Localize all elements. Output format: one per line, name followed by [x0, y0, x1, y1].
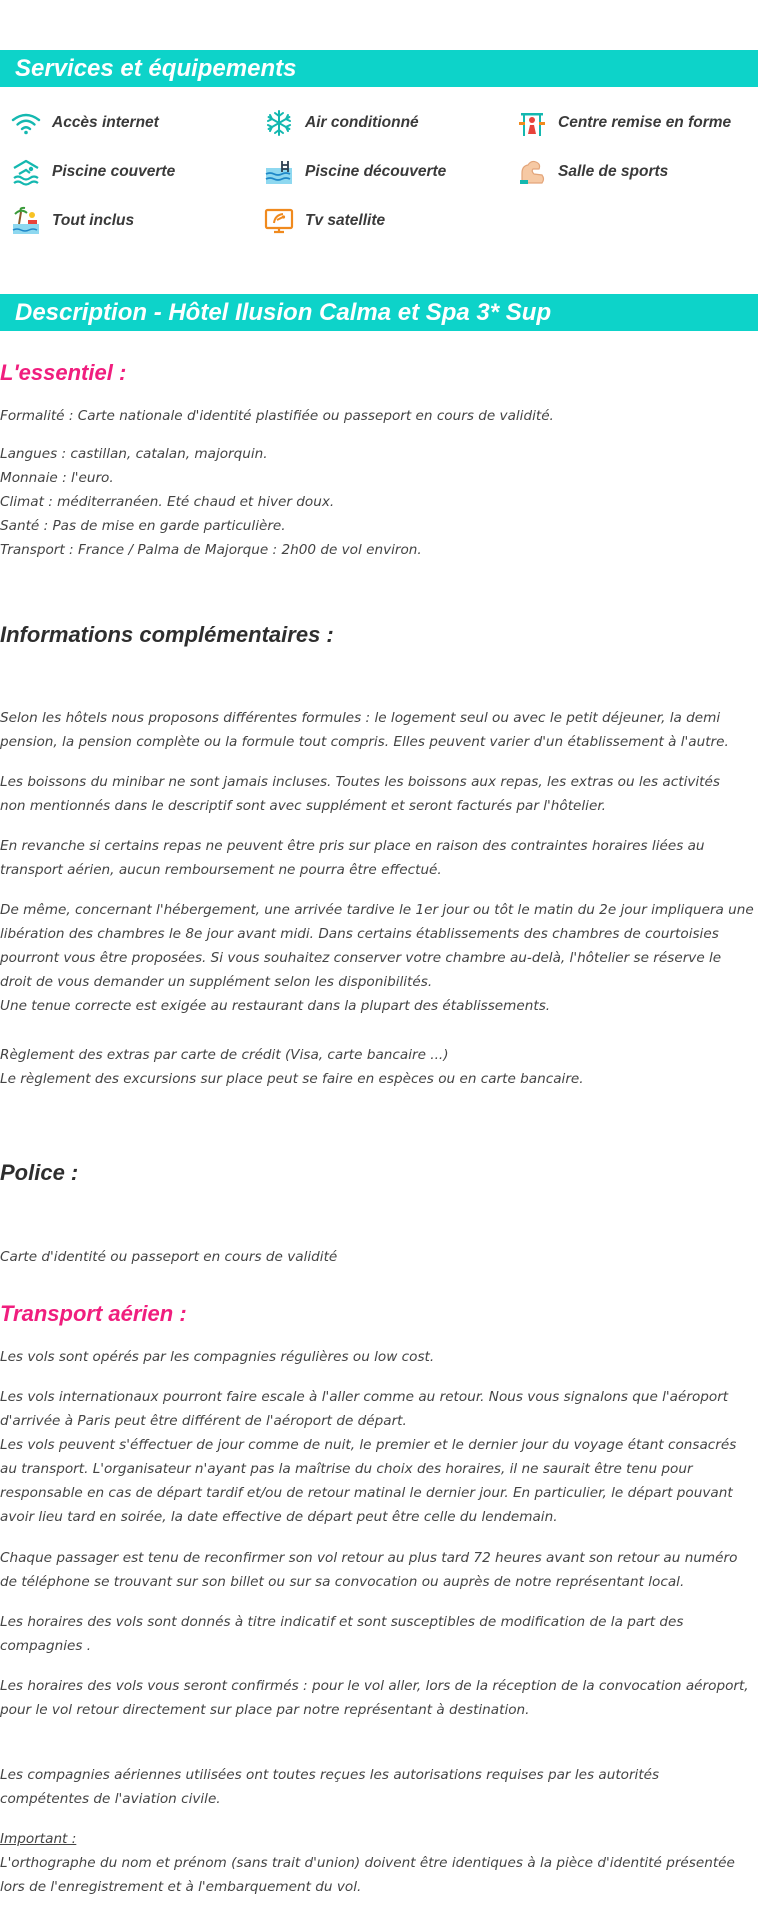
text-line: L'orthographe du nom et prénom (sans trait d'union) doivent être identiques à la pièce d'identité présentée: [0, 1855, 735, 1871]
infos-paragraph-5: [0, 1043, 756, 1091]
info-line: Transport : France / Palma de Majorque : 2h00 de vol environ.: [0, 542, 422, 558]
text-line: transport aérien, aucun remboursement ne pourra être effectué.: [0, 862, 442, 878]
text-line: pension, la pension complète ou la formule tout compris. Elles peuvent varier d'un établissement à l'autre.: [0, 734, 729, 750]
transport-paragraph-7: [0, 1827, 756, 1899]
service-item-indoor-pool: [10, 157, 175, 187]
essentiel-formalite: [0, 404, 756, 428]
service-label: Centre remise en forme: [558, 114, 732, 131]
gym-icon: [516, 157, 548, 187]
transport-paragraph-3: [0, 1546, 756, 1594]
transport-paragraph-4: [0, 1610, 756, 1658]
text-line: Les vols sont opérés par les compagnies régulières ou low cost.: [0, 1349, 435, 1365]
important-label: Important :: [0, 1831, 77, 1847]
text-line: Selon les hôtels nous proposons différentes formules : le logement seul ou avec le petit déjeuner, la demi: [0, 710, 721, 726]
wifi-icon: [10, 108, 42, 138]
text-line: Carte d'identité ou passeport en cours de validité: [0, 1249, 338, 1265]
text-line: En revanche si certains repas ne peuvent être pris sur place en raison des contraintes horaires liées au: [0, 838, 705, 854]
outdoor-pool-icon: [263, 157, 295, 187]
infos-heading: Informations complémentaires :: [0, 622, 334, 647]
text-line: De même, concernant l'hébergement, une arrivée tardive le 1er jour ou tôt le matin du 2e jour impliquera une: [0, 902, 754, 918]
police-paragraph: [0, 1245, 756, 1269]
service-item-all-inclusive: [10, 206, 134, 236]
service-label: Accès internet: [52, 114, 159, 131]
text-line: non mentionnés dans le descriptif sont avec supplément et seront facturés par l'hôtelier.: [0, 798, 606, 814]
service-item-air-conditioning: [263, 108, 419, 138]
snowflake-icon: [263, 108, 295, 138]
text-line: pourront vous être proposées. Si vous souhaitez conserver votre chambre au-delà, l'hôtelier se réserve le: [0, 950, 722, 966]
text-line: lors de l'enregistrement et à l'embarquement du vol.: [0, 1879, 362, 1895]
text-line: Les vols peuvent s'éffectuer de jour comme de nuit, le premier et le dernier jour du voyage étant consacrés: [0, 1437, 737, 1453]
text-line: compagnies .: [0, 1638, 92, 1654]
transport-paragraph-1: [0, 1345, 756, 1369]
indoor-pool-icon: [10, 157, 42, 187]
all-inclusive-icon: [10, 206, 42, 236]
text-line: pour le vol retour directement sur place par notre représentant à destination.: [0, 1702, 530, 1718]
service-label: Piscine découverte: [305, 163, 447, 180]
info-line: Santé : Pas de mise en garde particulière.: [0, 518, 286, 534]
text-line: responsable en cas de départ tardif et/ou de retour matinal le dernier jour. En particulier, le départ pouvant: [0, 1485, 733, 1501]
text-line: au transport. L'organisateur n'ayant pas la maîtrise du choix des horaires, il ne saurait être tenu pour: [0, 1461, 693, 1477]
service-item-outdoor-pool: [263, 157, 446, 187]
service-item-fitness-center: [516, 108, 731, 138]
text-line: Les compagnies aériennes utilisées ont toutes reçues les autorisations requises par les autorités: [0, 1767, 660, 1783]
formalite-line: Formalité : Carte nationale d'identité plastifiée ou passeport en cours de validité.: [0, 408, 554, 424]
info-line: Monnaie : l'euro.: [0, 470, 114, 486]
infos-paragraph-3: [0, 834, 756, 882]
description-title: Description - Hôtel Ilusion Calma et Spa 3* Sup: [0, 294, 758, 331]
essentiel-heading: L'essentiel :: [0, 360, 127, 385]
text-line: avoir lieu tard en soirée, la date effective de départ peut être celle du lendemain.: [0, 1509, 558, 1525]
info-line: Langues : castillan, catalan, majorquin.: [0, 446, 268, 462]
service-label: Salle de sports: [558, 163, 669, 180]
infos-paragraph-4: [0, 898, 756, 1018]
infos-paragraph-1: [0, 706, 756, 754]
service-item-gym: [516, 157, 668, 187]
text-line: Les boissons du minibar ne sont jamais incluses. Toutes les boissons aux repas, les extras ou les activités: [0, 774, 720, 790]
info-line: Climat : méditerranéen. Eté chaud et hiver doux.: [0, 494, 335, 510]
service-item-satellite-tv: [263, 206, 385, 236]
service-label: Tout inclus: [52, 212, 135, 229]
text-line: Chaque passager est tenu de reconfirmer son vol retour au plus tard 72 heures avant son retour au numéro: [0, 1550, 738, 1566]
text-line: droit de vous demander un supplément selon les disponibilités.: [0, 974, 433, 990]
text-line: Le règlement des excursions sur place peut se faire en espèces ou en carte bancaire.: [0, 1071, 584, 1087]
text-line: compétentes de l'aviation civile.: [0, 1791, 221, 1807]
transport-heading: Transport aérien :: [0, 1301, 187, 1326]
infos-paragraph-2: [0, 770, 756, 818]
essentiel-info-list: [0, 442, 756, 562]
text-line: libération des chambres le 8e jour avant midi. Dans certains établissements des chambres de courtoisies: [0, 926, 719, 942]
text-line: Les horaires des vols vous seront confirmés : pour le vol aller, lors de la réception de la convocation aéroport,: [0, 1678, 749, 1694]
text-line: Règlement des extras par carte de crédit (Visa, carte bancaire ...): [0, 1047, 449, 1063]
transport-paragraph-5: [0, 1674, 756, 1722]
services-title: Services et équipements: [0, 50, 758, 87]
service-item-internet: [10, 108, 159, 138]
text-line: Une tenue correcte est exigée au restaurant dans la plupart des établissements.: [0, 998, 551, 1014]
transport-paragraph-2: [0, 1385, 756, 1529]
text-line: de téléphone se trouvant sur son billet ou sur sa convocation ou auprès de notre représentant local.: [0, 1574, 685, 1590]
service-label: Piscine couverte: [52, 163, 176, 180]
police-heading: Police :: [0, 1160, 79, 1185]
service-label: Tv satellite: [305, 212, 386, 229]
transport-paragraph-6: [0, 1763, 756, 1811]
fitness-icon: [516, 108, 548, 138]
text-line: d'arrivée à Paris peut être différent de l'aéroport de départ.: [0, 1413, 407, 1429]
text-line: Les vols internationaux pourront faire escale à l'aller comme au retour. Nous vous signalons que l'aéroport: [0, 1389, 729, 1405]
text-line: Les horaires des vols sont donnés à titre indicatif et sont susceptibles de modification de la part des: [0, 1614, 684, 1630]
satellite-tv-icon: [263, 206, 295, 236]
service-label: Air conditionné: [305, 114, 419, 131]
